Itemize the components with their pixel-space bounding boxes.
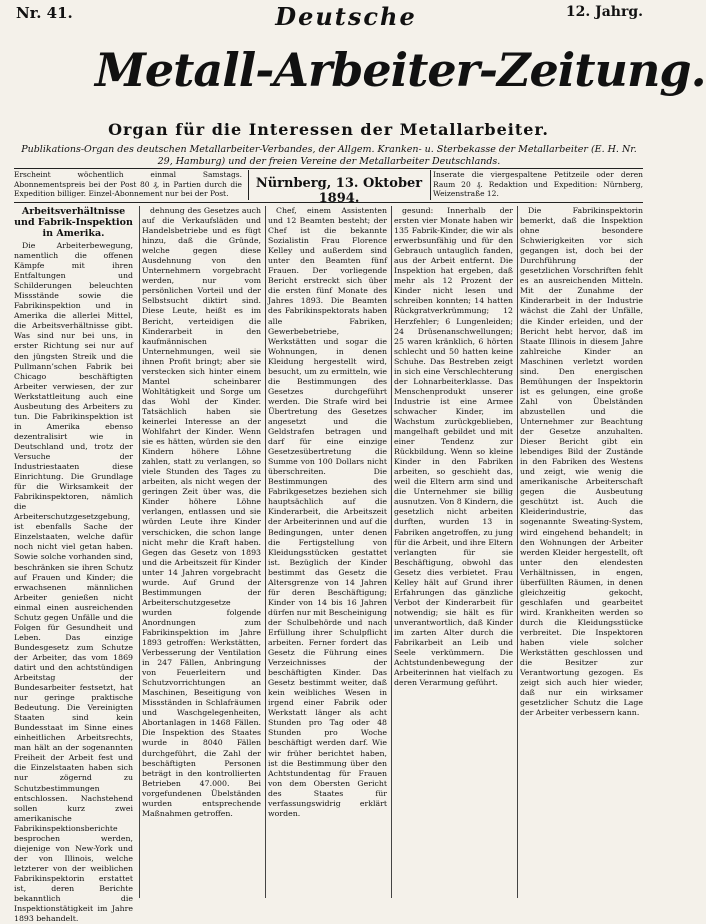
bottom-rule [14,202,643,203]
column-2 [142,206,261,898]
subscription-info: Erscheint wöchentlich einmal Samstags. Abonnementspreis bei der Post 80 ₰, in Partien durch die Expedition billiger. Einzel-Abonnement nur bei der Post. [14,170,242,198]
top-rule [14,168,643,169]
advertising-info: Inserate die viergespaltene Petitzeile oder deren Raum 20 ₰. Redaktion und Expedition: Nürnberg, Weizenstraße 12. [433,170,643,198]
column-3 [268,206,387,898]
column-separator [391,206,392,898]
info-row [14,170,643,206]
top-row [16,2,643,31]
column-separator [265,206,266,898]
column-4-text: gesund: Innerhalb der ersten vier Monate haben wir 135 Fabrik-Kinder, die wir als erwerbsunfähig und für den Gebrauch untauglich fanden, aus der Arbeit entfernt. Die Inspektion hat ergeben, daß mehr als 12 Prozent der Kinder nicht lesen und schreiben konnten; 14 hatten Rückgratverkrümmung; 12 Herzfehler; 6 Lungenleiden; 24 Drüsenanschwellungen; 25 waren kränklich, 6 hörten schlecht und 50 hatten keine Schuhe. Das Bestreben zeigt in sich eine Verschlechterung der Lohnarbeiterklasse. Das Menschenprodukt unserer Industrie ist eine Armee schwacher Kinder, im Wachstum zurückgeblieben, mangelhaft gebildet und mit einer Tendenz zur Rückbildung. Wenn so kleine Kinder in den Fabriken arbeiten, so geschieht das, weil die Eltern arm sind und die Unternehmer sie billig ausnutzen. Von 8 Kindern, die gesetzlich nicht arbeiten durften, wurden 13 in Fabriken angetroffen, zu jung für die Arbeit, und ihre Eltern verlangten für sie Beschäftigung, obwohl das Gesetz dies verbietet. Frau Kelley hält auf Grund ihrer Erfahrungen das gänzliche Verbot der Kinderarbeit für notwendig; sie hält es für unverantwortlich, daß Kinder im zarten Alter durch die Fabrikarbeit an Leib und Seele verkümmern. Die Achtstundenbewegung der Arbeiterinnen hat vielfach zu deren Verarmung geführt. [394,206,513,688]
organ-line: Publikations-Organ des deutschen Metallarbeiter-Verbandes, der Allgem. Kranken- u. Sterbekasse der Metallarbeiter (E. H. Nr. 29, Hamburg) und der freien Vereine der Metallarbeiter Deutschlands. [21,144,637,167]
column-4 [394,206,513,898]
article-title: Arbeitsverhältnisse und Fabrik-Inspektion in Amerika. [14,206,133,239]
article-columns [14,206,643,924]
column-5-text: Die Fabrikinspektorin bemerkt, daß die Inspektion ohne besondere Schwierigkeiten vor sich gegangen ist, doch bei der Durchführung der gesetzlichen Vorschriften fehlt es an ausreichenden Mitteln. Mit der Zunahme der Kinderarbeit in der Industrie wächst die Zahl der Unfälle, die Kinder erleiden, und der Bericht hebt hervor, daß im Staate Illinois in diesem Jahre zahlreiche Kinder an Maschinen verletzt worden sind. Den energischen Bemühungen der Inspektorin ist es gelungen, eine große Zahl von Übelständen abzustellen und die Unternehmer zur Beachtung der Gesetze anzuhalten. Dieser Bericht gibt ein lebendiges Bild der Zustände in den Fabriken des Westens und zeigt, wie wenig die amerikanische Arbeiterschaft gegen die Ausbeutung geschützt ist. Auch die Kleiderindustrie, das sogenannte Sweating-System, wird eingehend behandelt; in den Wohnungen der Arbeiter werden Kleider hergestellt, oft unter den elendesten Verhältnissen, in engen, überfüllten Räumen, in denen gleichzeitig gekocht, geschlafen und gearbeitet wird. Krankheiten werden so durch die Kleidungsstücke verbreitet. Die Inspektoren haben viele solcher Werkstätten geschlossen und die Besitzer zur Verantwortung gezogen. Es zeigt sich auch hier wieder, daß nur ein wirksamer gesetzlicher Schutz die Lage der Arbeiter verbessern kann. [520,206,643,718]
masthead [0,28,706,112]
issue-date: Nürnberg, 13. Oktober 1894. [255,176,423,206]
column-1-text: Die Arbeiterbewegung, namentlich die offenen Kämpfe mit ihren Entfaltungen und Schilderungen beleuchten Missstände sowie die Fabrikinspektion und in Amerika die allerlei Mittel, die Arbeitsverhältnisse gibt. Was sind nur bei uns, in erster Richtung sei nur auf den jüngsten Streik und die Pullmann’schen Fabrik bei Chicago beschäftigten Arbeiter verwiesen, der zur Werkstattleitung auch eine Ausbeutung des Arbeiters zu tun. Die Fabrikinspektion ist in Amerika ebenso dezentralisirt wie in Deutschland und, trotz der Versuche der Industriestaaten diese Einrichtung. Die Grundlage für die Wirksamkeit der Fabrikinspektoren, nämlich die Arbeiterschutzgesetzgebung, ist ebenfalls Sache der Einzelstaaten, welche dafür noch nicht viel getan haben. Sowie solche vorhanden sind, beschränken sie ihren Schutz auf Frauen und Kinder; die erwachsenen männlichen Arbeiter genießen nicht einmal einen ausreichenden Schutz gegen Unfälle und die Folgen für Gesundheit und Leben. Das einzige Bundesgesetz zum Schutze der Arbeiter, das vom 1869 datirt und den achtstündigen Arbeitstag der Bundesarbeiter festsetzt, hat nur geringe praktische Bedeutung. Die Vereinigten Staaten sind kein Bundesstaat im Sinne eines einheitlichen Arbeitsrechts, man hält an der sogenannten Freiheit der Arbeit fest und die Einzelstaaten haben sich nur zögernd zu Schutzbestimmungen entschlossen. Nachstehend sollen kurz zwei amerikanische Fabrikinspektionsberichte besprochen werden, diejenige von New-York und der von Illinois, welche letzterer von der weiblichen Fabrikinspektorin erstattet ist, deren Berichte bekanntlich die Inspektionstätigkeit im Jahre 1893 behandelt. [14,241,133,924]
year-label: 12. Jahrg. [565,4,643,20]
info-separator-right [430,170,431,200]
column-5 [520,206,643,898]
issue-number: Nr. 41. [16,4,73,22]
masthead-title: Metall-Arbeiter-Zeitung. [95,43,706,97]
pre-title: Deutsche [275,2,417,31]
column-separator [139,206,140,898]
info-separator-left [248,170,249,200]
column-2-text: dehnung des Gesetzes auch auf die Verkaufsläden und Handelsbetriebe und es fügt hinzu, daß die Gründe, welche gegen diese Ausdehnung von den Unternehmern vorgebracht werden, nur vom persönlichen Vorteil und der Selbstsucht diktirt sind. Diese Leute, heißt es im Bericht, verteidigen die Kinderarbeit in den kaufmännischen Unternehmungen, weil sie ihnen Profit bringt; aber sie verstecken sich hinter einem Mantel scheinbarer Wohltätigkeit und Sorge um das Wohl der Kinder. Tatsächlich haben sie keinerlei Interesse an der Wohlfahrt der Kinder. Wenn sie es hätten, würden sie den Kindern höhere Löhne zahlen, statt zu verlangen, so viele Stunden des Tages zu arbeiten, als nicht wegen der geringen Zeit über was, die Kinder höhere Löhne verlangen, entlassen und sie würden Leute ihre Kinder verschicken, die schon lange nicht mehr die Kraft haben. Gegen das Gesetz von 1893 und die Arbeitszeit für Kinder unter 14 Jahren vorgebracht wurde. Auf Grund der Bestimmungen der Arbeiterschutzgesetze wurden folgende Anordnungen zum Fabrikinspektion im Jahre 1893 getroffen: Werkstätten, Verbesserung der Ventilation in 247 Fällen, Anbringung von Feuerleitern und Schutzvorrichtungen an Maschinen, Beseitigung von Missständen in Schlafräumen und Waschgelegenheiten, Abortanlagen in 1468 Fällen. Die Inspektion des Staates wurde in 8040 Fällen durchgeführt, die Zahl der beschäftigten Personen beträgt in den kontrollierten Betrieben 47.000. Bei vorgefundenen Übelständen wurden entsprechende Maßnahmen getroffen. [142,206,261,818]
column-1 [14,206,133,924]
column-separator [517,206,518,898]
column-3-text: Chef, einem Assistenten und 12 Beamten besteht; der Chef ist die bekannte Sozialistin Frau Florence Kelley und außerdem sind unter den Beamten fünf Frauen. Der vorliegende Bericht erstreckt sich über die ersten fünf Monate des Jahres 1893. Die Beamten des Fabrikinspektorats haben alle Fabriken, Gewerbebetriebe, Werkstätten und sogar die Wohnungen, in denen Kleidung hergestellt wird, besucht, um zu ermitteln, wie die Bestimmungen des Gesetzes durchgeführt werden. Die Strafe wird bei Übertretung des Gesetzes angesetzt und die Geldstrafen betragen und darf für eine einzige Gesetzesübertretung die Summe von 100 Dollars nicht überschreiten. Die Bestimmungen des Fabrikgesetzes beziehen sich hauptsächlich auf die Kinderarbeit, die Arbeitszeit der Arbeiterinnen und auf die Bedingungen, unter denen die Fertigstellung von Kleidungsstücken gestattet ist. Bezüglich der Kinder bestimmt das Gesetz die Altersgrenze von 14 Jahren für deren Beschäftigung; Kinder von 14 bis 16 Jahren dürfen nur mit Bescheinigung der Schulbehörde und nach Erfüllung ihrer Schulpflicht arbeiten. Ferner fordert das Gesetz die Führung eines Verzeichnisses der beschäftigten Kinder. Das Gesetz bestimmt weiter, daß kein weibliches Wesen in irgend einer Fabrik oder Werkstatt länger als acht Stunden pro Tag oder 48 Stunden pro Woche beschäftigt werden darf. Wie wir früher berichtet haben, ist die Bestimmung über den Achtstundentag für Frauen von dem Obersten Gericht des Staates für verfassungswidrig erklärt worden. [268,206,387,818]
subtitle: Organ für die Interessen der Metallarbeiter. [108,120,549,139]
